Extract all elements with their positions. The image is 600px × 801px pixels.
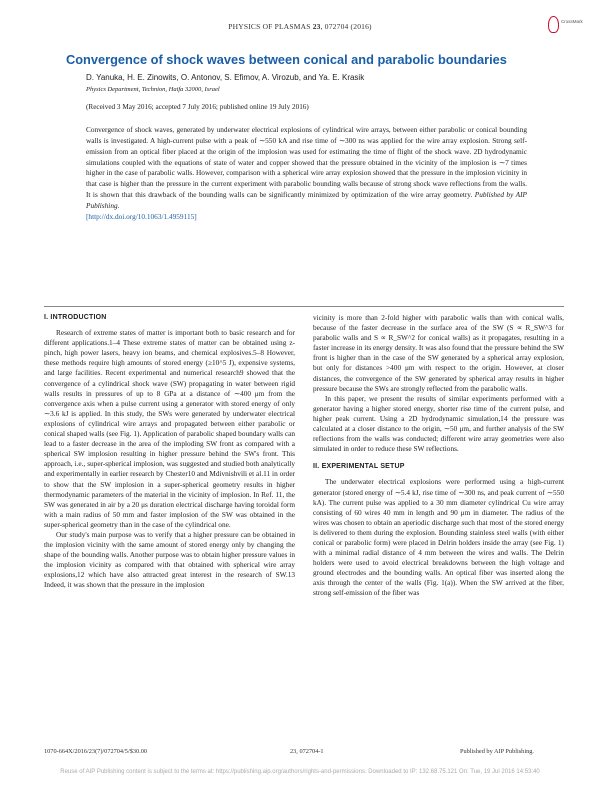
running-header [0,22,600,31]
download-watermark: Reuse of AIP Publishing content is subject to the terms at: https://publishing.aip.org/authors/rights-and-permissions. Downloaded to IP: 132.68.75.121 On: Tue, 19 Jul 2016 14:53:40 [60,769,540,775]
section-heading-experimental-setup: II. EXPERIMENTAL SETUP [313,463,405,471]
paragraph: vicinity is more than 2-fold higher with parabolic walls than with conical walls, because of the faster decrease in the surface area of the SW (S ∝ R_SW^3 for parabolic walls and S ∝ R_SW^2 for conical walls) as it propagates, resulting in a faster increase in its energy density. It was also found that the pressure behind the SW front is higher than in the case of the SW generated by a spherical array explosion, but only for distances >400 μm with respect to the origin. However, at closer distances, the convergence of the SW generated by spherical array results in higher pressure because the SWs are strongly reflected from the parabolic walls. [313,313,564,393]
left-column [44,313,295,591]
crossmark-icon [548,16,559,33]
paragraph: The underwater electrical explosions were performed using a high-current generator (stored energy of ∼5.4 kJ, rise time of ∼300 ns, and peak current of ∼550 kA). The current pulse was applied to a 30 mm diameter cylindrical Cu wire array consisting of 60 wires 40 mm in length and 90 μm in diameter. The radius of the wires was chosen to obtain an aperiodic discharge such that most of the stored energy is delivered to them during the explosion. Bounding stainless steel walls (with either conical or parabolic form) were placed in Delrin holders inside the array (see Fig. 1) with a minimal radial distance of 4 mm between the wires and walls. The Delrin holders were used to avoid electrical breakdowns between the high voltage and ground electrodes and the bounding walls. An optical fiber was inserted along the axis through the center of the walls (Fig. 1(a)). When the SW arrived at the fiber, strong self-emission of the fiber was [313,477,564,598]
paragraph: Our study's main purpose was to verify that a higher pressure can be obtained in the implosion vicinity with the same amount of stored energy only by changing the shape of the bounding walls. Another purpose was to obtain higher pressure values in the implosion vicinity as compared with that obtained with spherical wire array explosions,12 which have also attracted great interest in the research of SW.13 Indeed, it was shown that the pressure in the implosion [44,529,295,590]
section-heading-introduction: I. INTRODUCTION [44,314,107,321]
doi-link[interactable]: [http://dx.doi.org/10.1063/1.4959115] [86,211,197,221]
crossmark-logo[interactable] [548,16,583,38]
abstract [86,125,527,223]
paragraph: Research of extreme states of matter is important both to basic research and for different applications.1–4 These extreme states of matter can be obtained using z-pinch, high power lasers, heavy ion beams, and chemical explosives.5–8 However, these methods require high amounts of stored energy (≥10^5 J), expensive systems, and large facilities. Recent experimental and numerical research9 showed that the convergence of a cylindrical shock wave (SW) propagating in water between rigid walls results in pressures of up to 8 GPa at a distance of ∼400 μm from the convergence axis when a pulse current using a generator with stored energy of only ∼3.6 kJ is applied. In this study, the SWs were generated by underwater electrical explosions of cylindrical wire arrays and propagated between either parabolic or conical shaped walls (see Fig. 1). Application of parabolic shaped boundary walls can lead to a faster decrease in the area of the imploding SW front as compared with a spherical SW implosion resulting in higher pressure behind the SW's front. This approach, i.e., super-spherical implosion, was suggested and studied both analytically and experimentally in earlier research by Chester10 and Mdivnishvili et al.11 in order to show that the SW implosion in a super-spherical geometry results in higher thermodynamic parameters of the material in the vicinity of implosion. In Ref. 11, the SW was generated in air by a 20 μs duration electrical discharge having toroidal form with a main radius of 50 mm and faster implosion of the SW was obtained in the super-spherical geometry than in the case of the cylindrical one. [44,328,295,529]
paper-title: Convergence of shock waves between conical and parabolic boundaries [66,52,507,67]
section-divider [44,306,564,307]
volume-number: 23 [312,22,321,31]
footer-publisher: Published by AIP Publishing. [460,748,534,755]
affiliation: Physics Department, Technion, Haifa 32000, Israel [86,86,220,93]
footer-page: 23, 072704-1 [290,748,324,755]
abstract-text: Convergence of shock waves, generated by underwater electrical explosions of cylindrical wire arrays, between either parabolic or conical bounding walls is investigated. A high-current pulse with a peak of ∼550 kA and rise time of ∼300 ns was applied for the wire array explosion. Strong self-emission from an optical fiber placed at the origin of the implosion was used for estimating the time of flight of the shock wave. 2D hydrodynamic simulations coupled with the equations of state of water and copper showed that the pressure obtained in the vicinity of the implosion is ∼7 times higher in the case of parabolic walls. However, comparison with a spherical wire array explosion showed that the pressure in the implosion vicinity in that case is higher than the pressure in the current experiment with parabolic bounding walls because of strong shock wave reflections from the walls. It is shown that this drawback of the bounding walls can be significantly minimized by optimization of the wire array geometry. [86,125,527,200]
crossmark-text: CrossMark [561,19,583,24]
author-list: D. Yanuka, H. E. Zinowits, O. Antonov, S. Efimov, A. Virozub, and Ya. E. Krasik [86,73,365,82]
paragraph: In this paper, we present the results of similar experiments performed with a generator having a higher stored energy, shorter rise time of the current pulse, and higher peak current. Using a 2D hydrodynamic simulation,14 the pressure was calculated at a closer distance to the origin, ∼50 μm, and further analysis of the SW reflections from the walls was conducted; different wire array geometries were also simulated in order to reduce these SW reflections. [313,393,564,454]
publisher-note: Published by AIP Publishing. [86,190,528,210]
right-column [313,313,564,599]
publication-dates: (Received 3 May 2016; accepted 7 July 2016; published online 19 July 2016) [86,103,309,111]
journal-name: PHYSICS OF PLASMAS [228,22,311,31]
footer-issn: 1070-664X/2016/23(7)/072704/5/$30.00 [44,748,148,755]
article-number: , 072704 (2016) [320,22,372,31]
